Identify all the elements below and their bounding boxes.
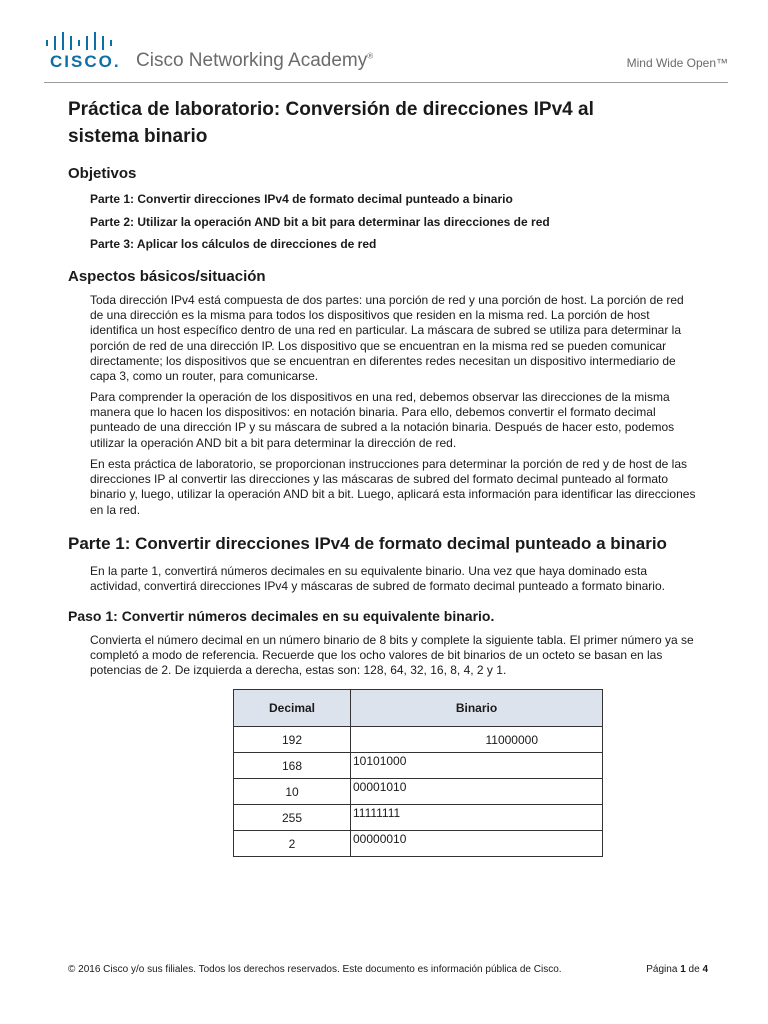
background-heading: Aspectos básicos/situación (68, 268, 266, 285)
background-paragraph: Toda dirección IPv4 está compuesta de dos partes: una porción de red y una porción de host. La porción de red de una dirección es la misma para todos los dispositivos que residen en la misma red. La porción de host identifica un host específico dentro de una red en particular. La máscara de subred se utiliza para determinar la porción de red de una dirección IP. Los dispositivo que se encuentran en la misma red se pueden comunicar directamente; los dispositivos que se encuentran en diferentes redes necesitan un dispositivo intermediario de capa 3, como un router, para comunicarse. (90, 293, 684, 384)
decimal-binary-table (233, 689, 603, 857)
decimal-cell: 192 (234, 727, 351, 753)
copyright-notice: © 2016 Cisco y/o sus filiales. Todos los derechos reservados. Este documento es información pública de Cisco. (68, 964, 562, 975)
cisco-bars-logo-icon (44, 32, 116, 50)
document-title: Práctica de laboratorio: Conversión de direcciones IPv4 al sistema binario (68, 99, 594, 147)
table-row (234, 831, 603, 857)
part1-paragraph: En la parte 1, convertirá números decimales en su equivalente binario. Una vez que haya dominado esta actividad, convertirá direcciones IPv4 y máscaras de subred de formato decimal punteado a formato binario. (90, 564, 665, 594)
table-header-row (234, 690, 603, 727)
objectives-heading: Objetivos (68, 165, 137, 182)
tagline: Mind Wide Open™ (626, 56, 728, 70)
binary-cell: 10101000 (351, 753, 603, 779)
binary-cell: 00000010 (351, 831, 603, 857)
page-number: Página 1 de 4 (646, 964, 708, 975)
academy-name: Cisco Networking Academy® (136, 50, 374, 71)
table-row (234, 779, 603, 805)
background-paragraph: Para comprender la operación de los dispositivos en una red, debemos observar las direcciones de la misma manera que lo hacen los dispositivos: en notación binaria. Para ello, debemos convertir el formato decimal punteado de una dirección IP y su máscara de subred a la notación binaria. Después de hacer esto, podemos utilizar la operación AND bit a bit para determinar la dirección de red. (90, 390, 675, 450)
step1-heading: Paso 1: Convertir números decimales en su equivalente binario. (68, 608, 495, 624)
background-paragraph: En esta práctica de laboratorio, se proporcionan instrucciones para determinar la porción de red y de host de las direcciones IP al convertir las direcciones y las máscaras de subred del formato decimal punteado al formato binario y, luego, utilizar la operación AND bit a bit. Luego, aplicará esta información para identificar las direcciones en la red. (90, 457, 696, 517)
binary-column-header: Binario (351, 690, 603, 727)
header-divider (44, 82, 728, 83)
step1-paragraph: Convierta el número decimal en un número binario de 8 bits y complete la siguiente tabla. El primer número ya se completó a modo de referencia. Recuerde que los ocho valores de bit binarios de un octeto se basan en las potencias de 2. De izquierda a derecha, estas son: 128, 64, 32, 16, 8, 4, 2 y 1. (90, 633, 694, 678)
table-row (234, 727, 603, 753)
decimal-cell: 168 (234, 753, 351, 779)
decimal-cell: 255 (234, 805, 351, 831)
part1-heading: Parte 1: Convertir direcciones IPv4 de formato decimal punteado a binario (68, 534, 667, 553)
binary-cell: 11111111 (351, 805, 603, 831)
cisco-wordmark: CISCO. (50, 52, 121, 71)
page-header (0, 0, 768, 90)
decimal-cell: 2 (234, 831, 351, 857)
binary-cell: 00001010 (351, 779, 603, 805)
objective-item: Parte 2: Utilizar la operación AND bit a bit para determinar las direcciones de red (90, 215, 550, 229)
objective-item: Parte 1: Convertir direcciones IPv4 de formato decimal punteado a binario (90, 192, 513, 206)
binary-cell: 11000000 (351, 727, 603, 753)
table-row (234, 805, 603, 831)
objective-item: Parte 3: Aplicar los cálculos de direcciones de red (90, 237, 377, 251)
decimal-cell: 10 (234, 779, 351, 805)
table-row (234, 753, 603, 779)
decimal-column-header: Decimal (234, 690, 351, 727)
